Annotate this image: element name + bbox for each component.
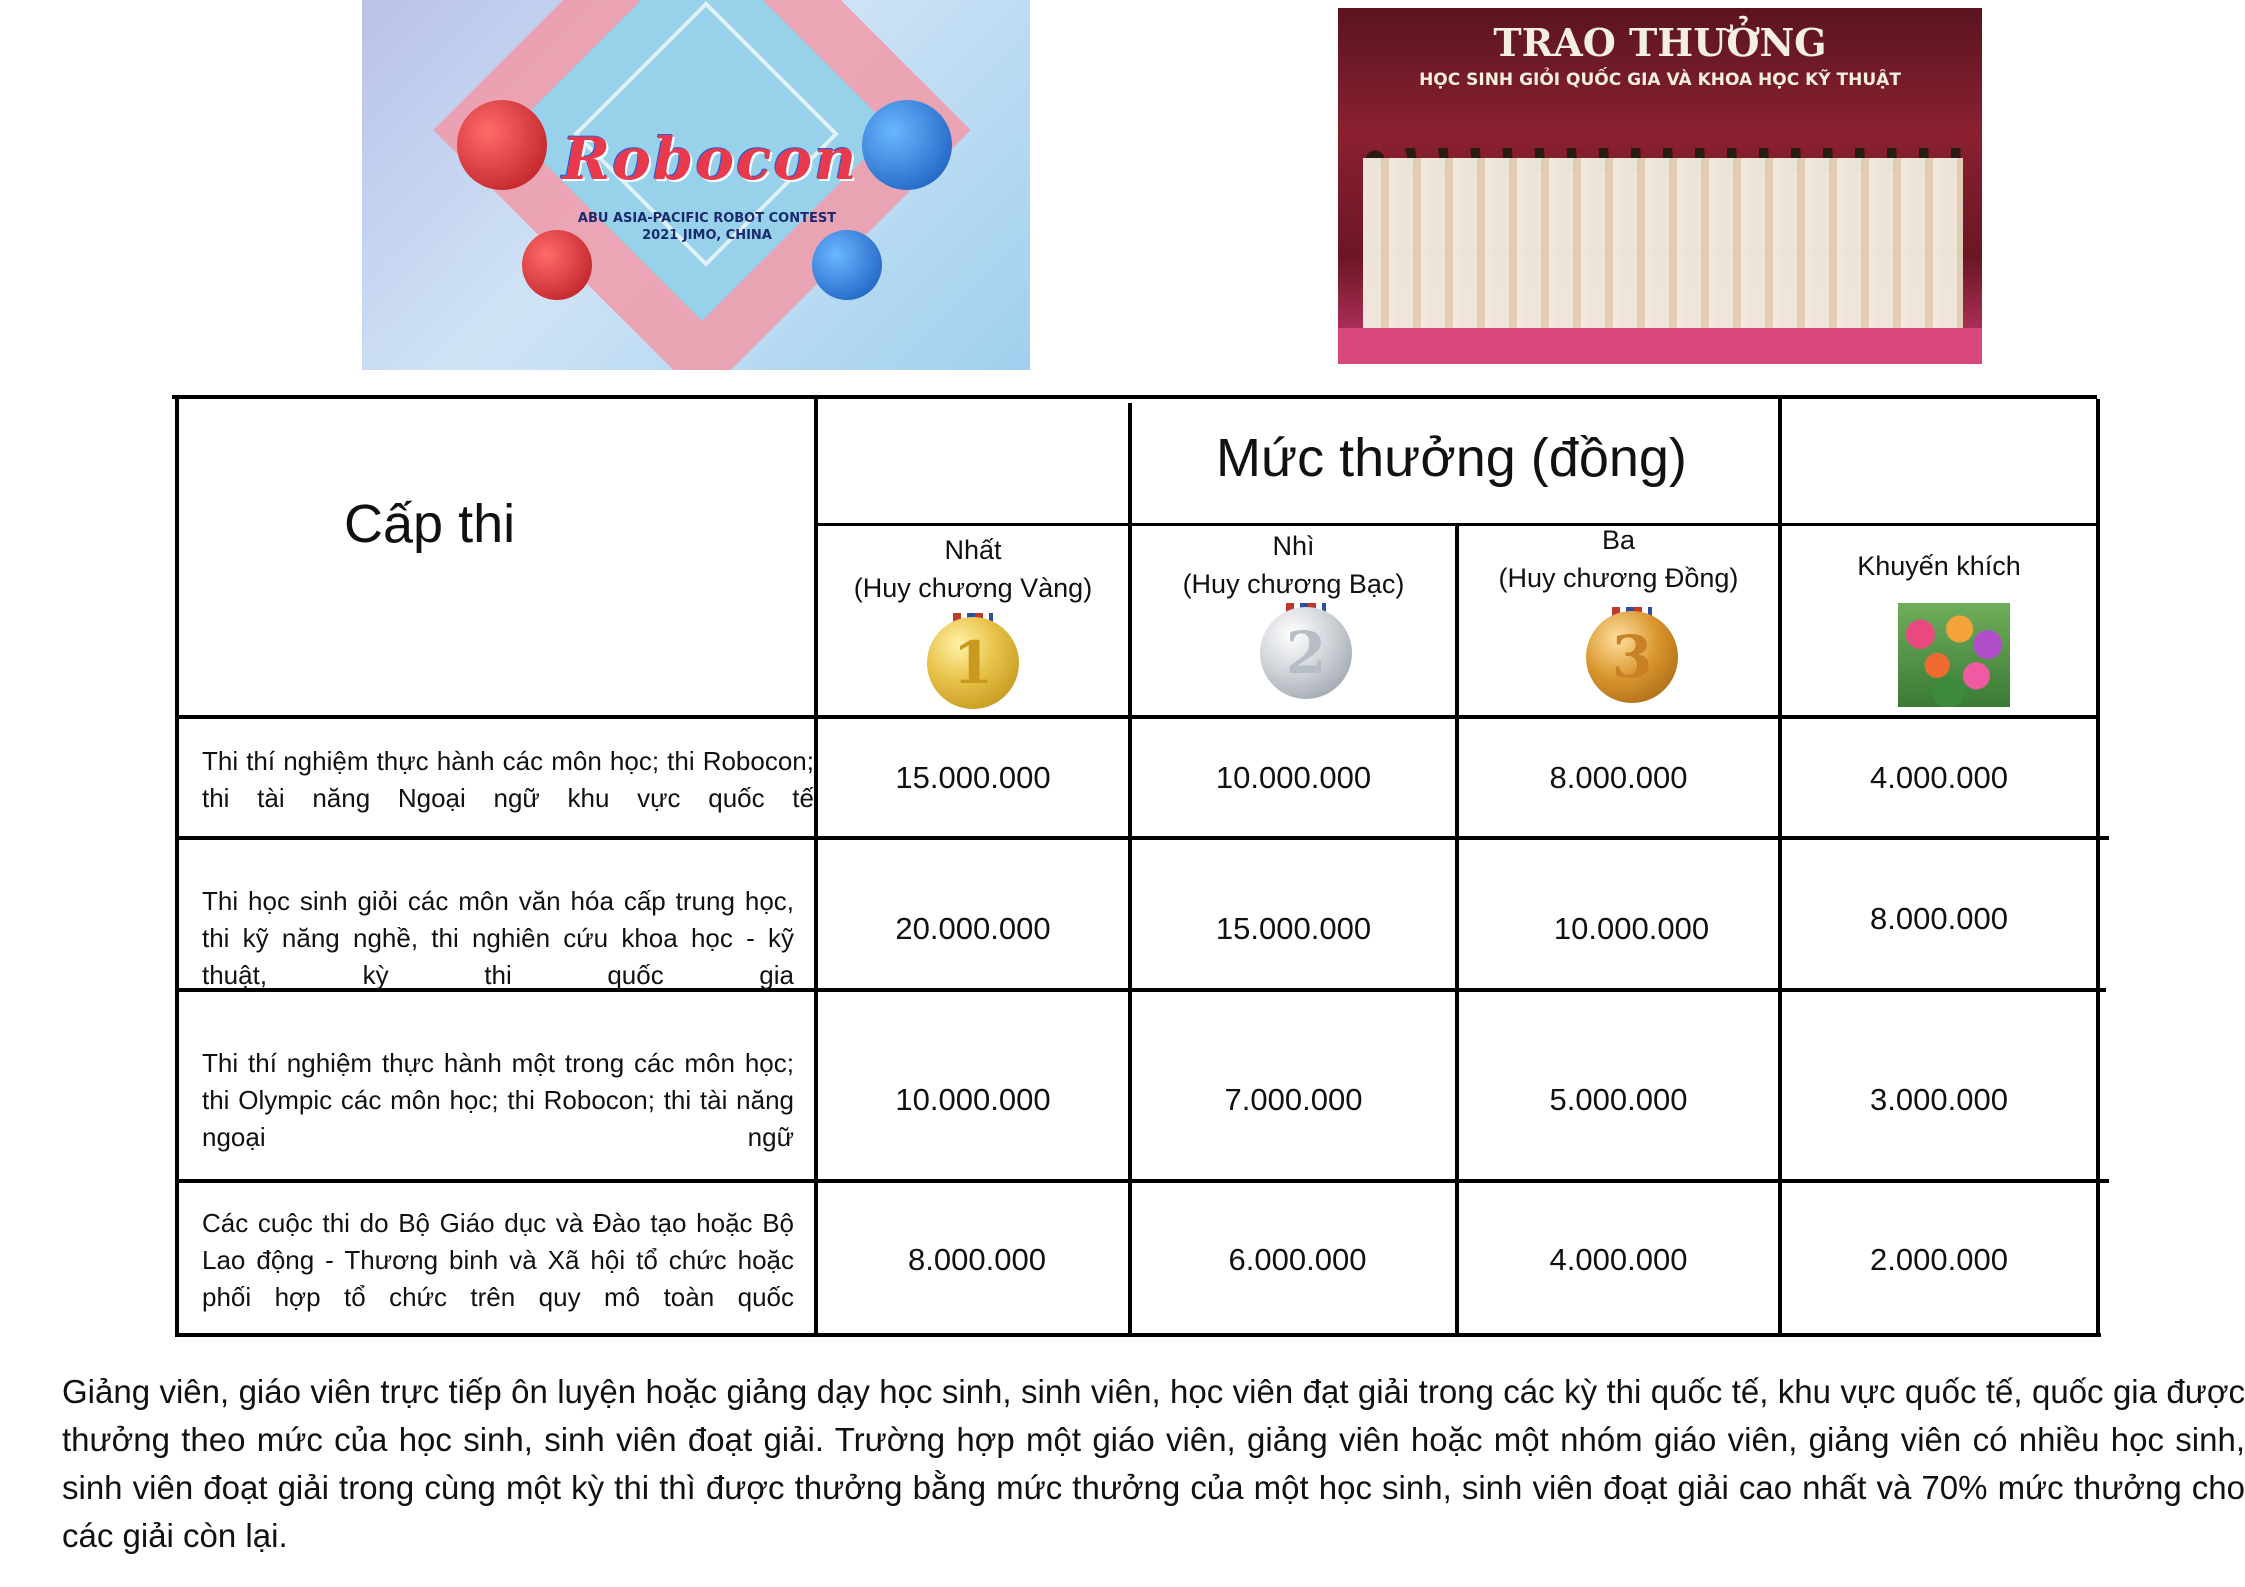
reward-value: 15.000.000 (895, 760, 1051, 795)
column-divider (1455, 523, 1459, 1337)
gold-medal-icon: 1 (927, 617, 1019, 709)
column-header-encouragement-title: Khuyến khích (1857, 551, 2021, 581)
column-header-third-subtitle: (Huy chương Đồng) (1498, 563, 1739, 593)
reward-table (172, 395, 2108, 1339)
reward-value: 6.000.000 (1228, 1242, 1367, 1277)
reward-value: 2.000.000 (1870, 1242, 2008, 1277)
column-divider (1778, 395, 1782, 1337)
row-label: Các cuộc thi do Bộ Giáo dục và Đào tạo hoặc Bộ Lao động - Thương binh và Xã hội tổ chức hoặc phối hợp tổ chức trên quy mô toàn quốc (202, 1208, 794, 1312)
table-left-border (175, 395, 179, 1337)
silver-medal-icon: 2 (1260, 607, 1352, 699)
column-header-third-title: Ba (1601, 525, 1636, 555)
row-label: Thi thí nghiệm thực hành một trong các môn học; thi Olympic các môn học; thi Robocon; thi tài năng ngoại ngữ (202, 1048, 794, 1152)
reward-value: 10.000.000 (895, 1082, 1051, 1117)
level-header: Cấp thi (344, 494, 516, 554)
column-header-second (1132, 527, 1455, 603)
reward-value: 5.000.000 (1549, 1082, 1688, 1117)
ceremony-title: TRAO THƯỞNG (1493, 20, 1827, 65)
students-group (1363, 158, 1963, 328)
reward-value: 7.000.000 (1224, 1082, 1363, 1117)
row-divider (176, 715, 2100, 719)
bronze-medal-icon: 3 (1586, 611, 1678, 703)
column-header-encouragement (1782, 547, 2096, 585)
table-right-border (2096, 399, 2100, 1337)
reward-value: 8.000.000 (1549, 760, 1688, 795)
table-bottom-border (176, 1333, 2101, 1337)
row-divider (176, 836, 2109, 840)
reward-value: 3.000.000 (1870, 1082, 2008, 1117)
robocon-caption-line1: ABU ASIA-PACIFIC ROBOT CONTEST (577, 211, 837, 226)
reward-value: 4.000.000 (1549, 1242, 1688, 1277)
reward-value: 10.000.000 (1215, 760, 1372, 795)
column-header-first-title: Nhất (944, 535, 1002, 565)
row-label: Thi thí nghiệm thực hành các môn học; thi Robocon; thi tài năng Ngoại ngữ khu vực quốc tế (202, 746, 814, 813)
row-label: Thi học sinh giỏi các môn văn hóa cấp trung học, thi kỹ năng nghề, thi nghiên cứu khoa học - kỹ thuật, kỳ thi quốc gia (202, 886, 794, 990)
flower-bouquet-icon (1898, 603, 2010, 707)
column-header-second-subtitle: (Huy chương Bạc) (1182, 569, 1405, 599)
robocon-image (362, 0, 1030, 370)
stage-floor (1338, 328, 1982, 364)
reward-value: 8.000.000 (1870, 901, 2008, 936)
reward-header: Mức thưởng (đồng) (1216, 428, 1687, 488)
ceremony-subtitle: HỌC SINH GIỎI QUỐC GIA VÀ KHOA HỌC KỸ THUẬT (1419, 70, 1901, 90)
robocon-caption (552, 210, 862, 244)
reward-value: 20.000.000 (895, 911, 1051, 946)
column-header-second-title: Nhì (1272, 531, 1315, 561)
red-robot-icon (457, 100, 547, 190)
reward-value: 15.000.000 (1215, 911, 1372, 946)
robocon-logo: Robocon (562, 125, 859, 193)
award-ceremony-image (1338, 8, 1982, 364)
teacher-reward-paragraph: Giảng viên, giáo viên trực tiếp ôn luyện hoặc giảng dạy học sinh, sinh viên, học viên đạt giải trong các kỳ thi quốc tế, khu vực quốc tế, quốc gia được thưởng theo mức của học sinh, sinh viên đoạt giải. Trường hợp một giáo viên, giảng viên hoặc một nhóm giáo viên, giảng viên có nhiều học sinh, sinh viên đoạt giải trong cùng một kỳ thi thì được thưởng bằng mức thưởng của một học sinh, sinh viên đoạt giải cao nhất và 70% mức thưởng cho các giải còn lại. (62, 1373, 2245, 1554)
reward-value: 10.000.000 (1553, 911, 1710, 946)
robocon-caption-line2: 2021 JIMO, CHINA (642, 228, 772, 243)
blue-robot-icon (862, 100, 952, 190)
reward-value: 8.000.000 (908, 1242, 1046, 1277)
column-header-first-subtitle: (Huy chương Vàng) (853, 573, 1093, 603)
reward-value: 4.000.000 (1870, 760, 2008, 795)
row-divider (176, 1179, 2109, 1183)
column-header-first (818, 531, 1128, 607)
table-top-border (172, 395, 2097, 399)
column-header-third (1459, 521, 1778, 597)
